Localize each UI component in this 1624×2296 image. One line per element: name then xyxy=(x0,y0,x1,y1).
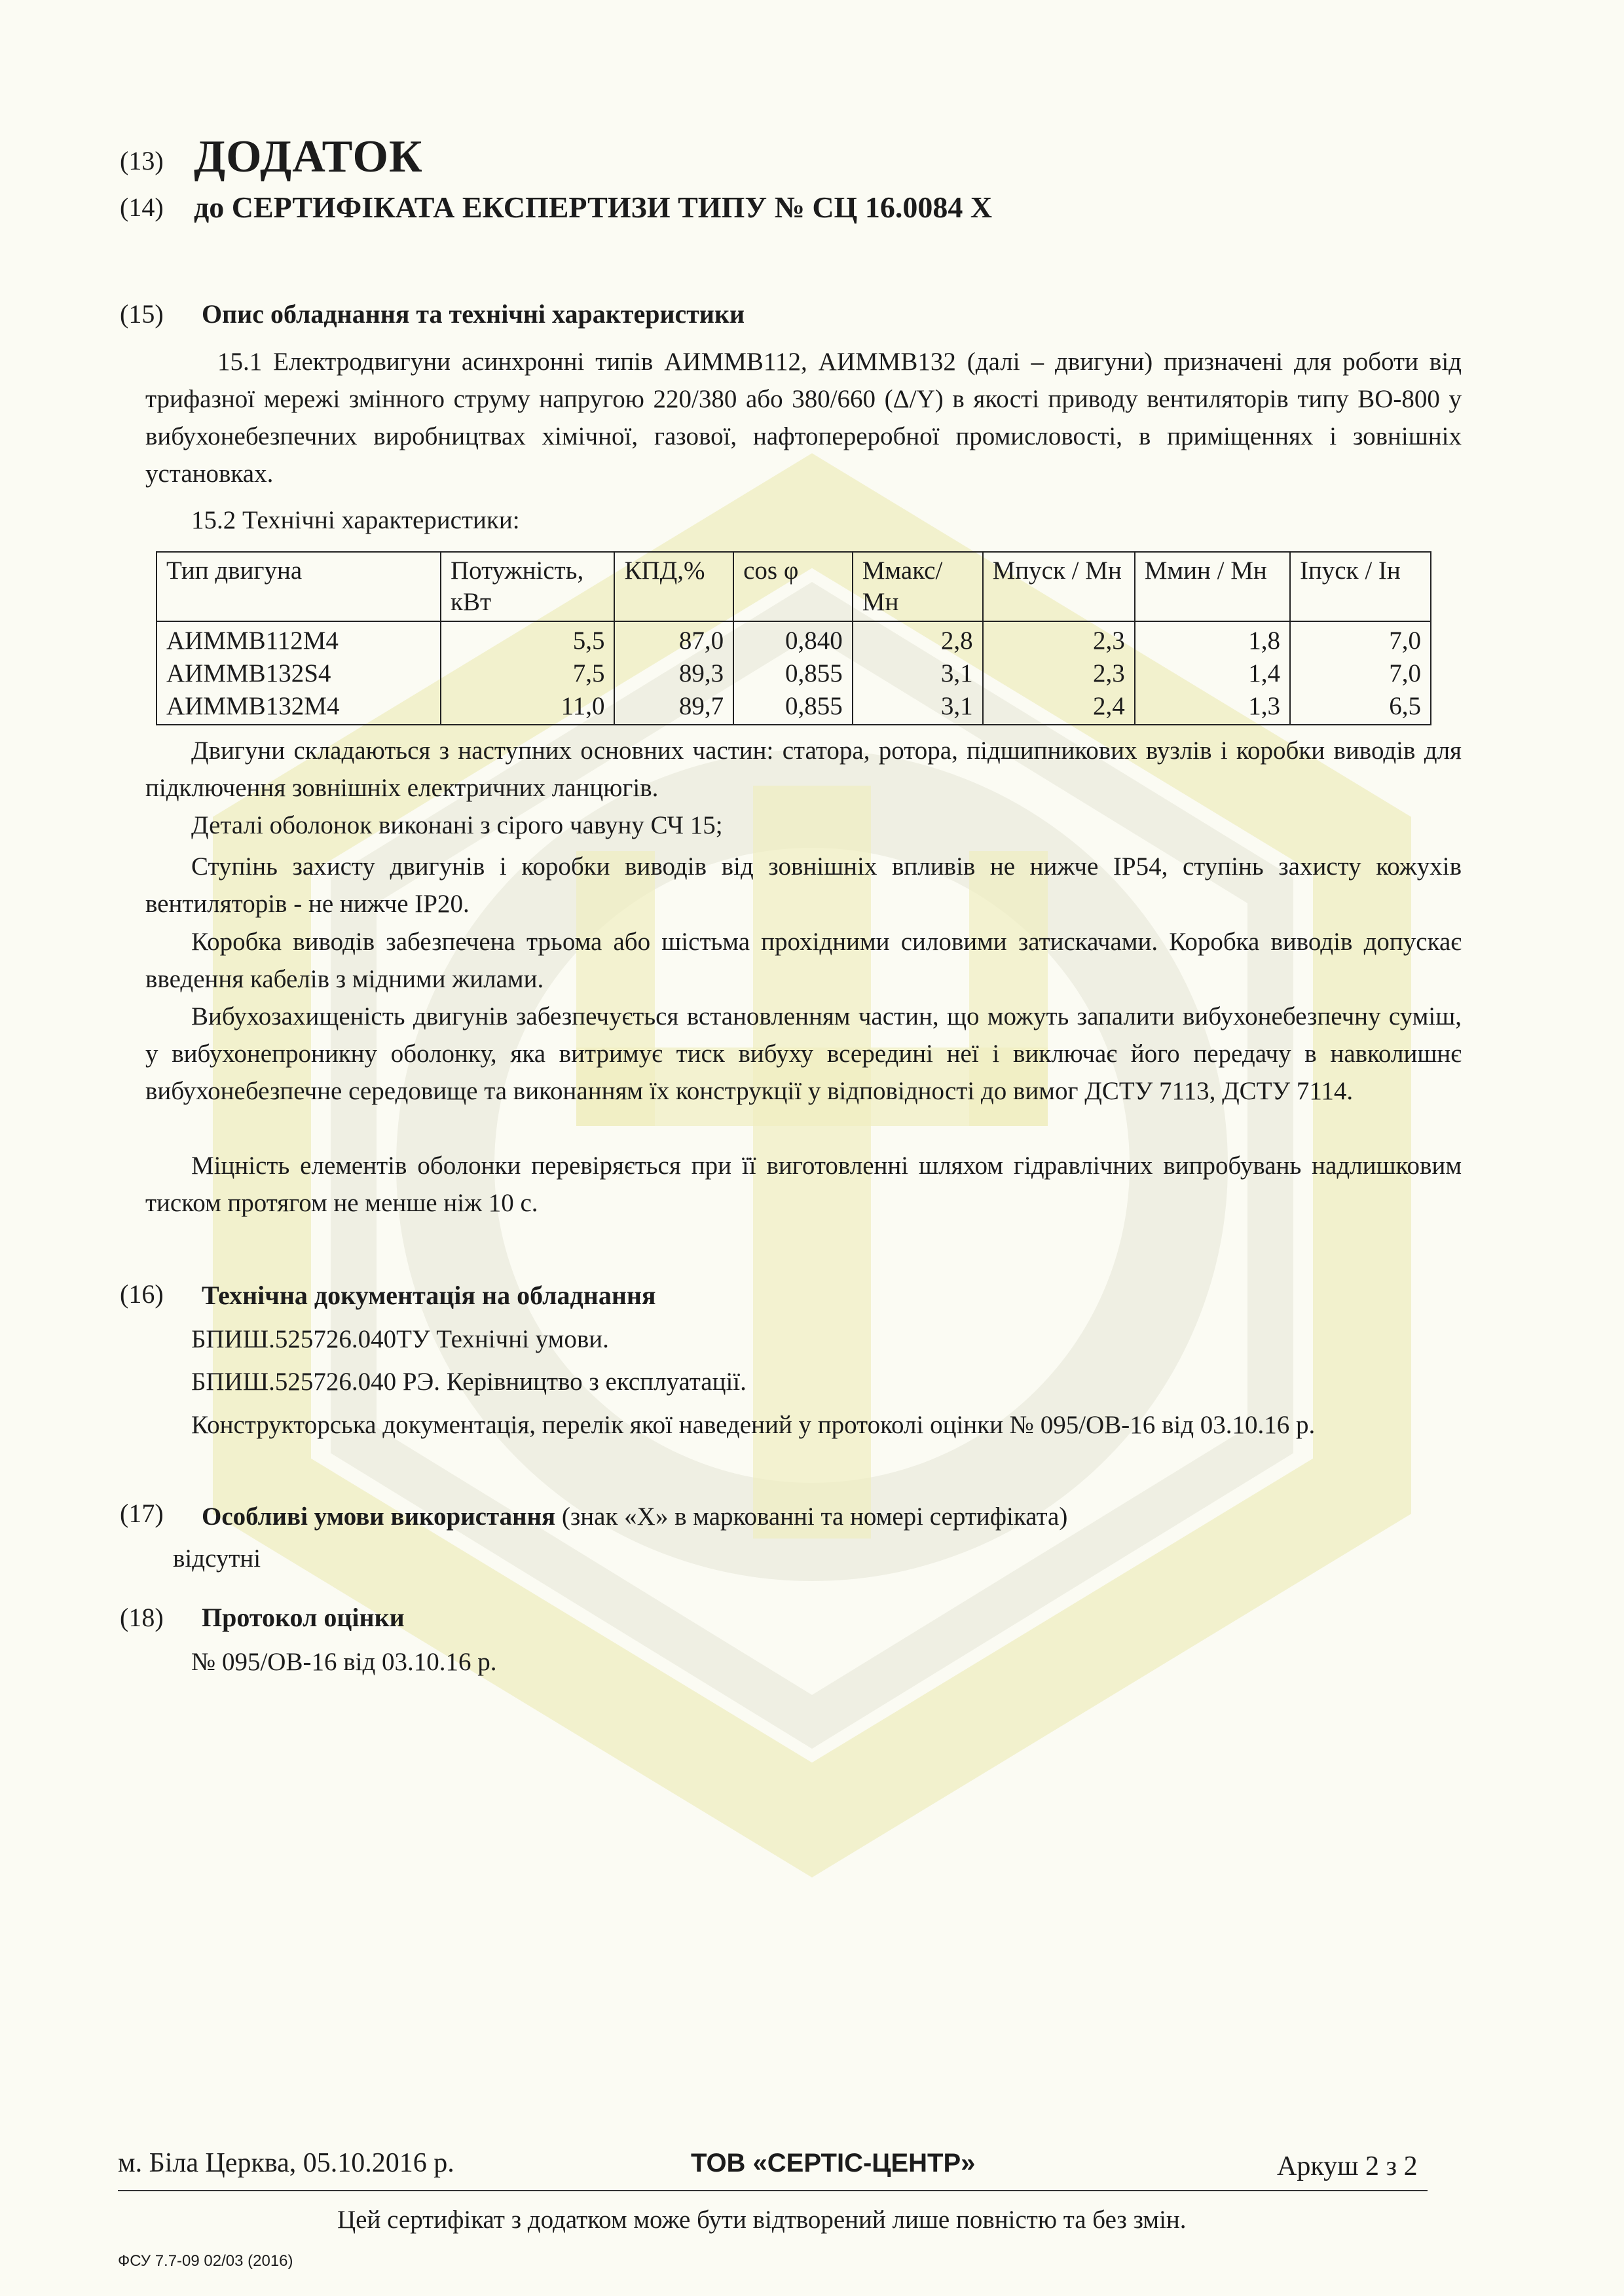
paragraph-15-2: 15.2 Технічні характеристики: xyxy=(191,506,520,534)
table-cell: 2,3 xyxy=(983,621,1135,657)
paragraph-protection: Ступінь захисту двигунів і коробки виводів від зовнішніх впливів не нижче IP54, ступінь захисту кожухів вентиляторів - не нижче IP20. xyxy=(145,852,1462,918)
field-number-18: (18) xyxy=(120,1603,164,1632)
section-15-heading: Опис обладнання та технічні характеристики xyxy=(202,299,745,329)
column-header: КПД,% xyxy=(614,552,733,621)
table-cell: 1,3 xyxy=(1135,690,1290,725)
column-header: cos φ xyxy=(733,552,853,621)
table-cell: АИММВ112М4 xyxy=(157,621,441,657)
paragraph-terminal-box: Коробка виводів забезпечена трьома або шістьма прохідними силовими затискачами. Коробка виводів допускає введення кабелів з мідними жилами. xyxy=(145,928,1462,993)
table-row xyxy=(157,657,1431,690)
paragraph-strength: Міцність елементів оболонки перевіряється при її виготовленні шляхом гідравлічних випробувань надлишковим тиском протягом не менше ніж 10 с. xyxy=(145,1152,1462,1217)
paragraph-15-1: 15.1 Електродвигуни асинхронні типів АИММВ112, АИММВ132 (далі – двигуни) призначені для роботи від трифазної мережі змінного струму напругою 220/380 або 380/660 (Δ/Y) в якості приводу вентиляторів типу ВО-800 у вибухонебезпечних виробництвах хімічної, газової, нафтопереробної промисловості, в приміщеннях і зовнішніх установках. xyxy=(145,348,1462,488)
doc-item: БПИШ.525726.040 РЭ. Керівництво з експлуатації. xyxy=(191,1368,747,1396)
doc-item: Конструкторська документація, перелік якої наведений у протоколі оцінки № 095/ОВ-16 від 03.10.16 р. xyxy=(191,1411,1316,1439)
section-16-heading: Технічна документація на обладнання xyxy=(202,1281,656,1310)
table-cell: 6,5 xyxy=(1290,690,1431,725)
assessment-protocol-value: № 095/ОВ-16 від 03.10.16 р. xyxy=(191,1648,497,1676)
doc-item: БПИШ.525726.040ТУ Технічні умови. xyxy=(191,1325,609,1353)
paragraph-parts: Двигуни складаються з наступних основних частин: статора, ротора, підшипникових вузлів і коробки виводів для підключення зовнішніх електричних ланцюгів. xyxy=(145,737,1462,802)
field-number-17: (17) xyxy=(120,1499,164,1528)
table-cell: 3,1 xyxy=(853,690,983,725)
table-cell: 1,8 xyxy=(1135,621,1290,657)
table-cell: 89,7 xyxy=(614,690,733,725)
table-header-row xyxy=(157,552,1431,621)
footer-notice: Цей сертифікат з додатком може бути відтворений лише повністю та без змін. xyxy=(337,2206,1187,2234)
table-cell: АИММВ132М4 xyxy=(157,690,441,725)
table-cell: 1,4 xyxy=(1135,657,1290,690)
footer-company: ТОВ «СЕРТІС-ЦЕНТР» xyxy=(691,2149,976,2178)
table-cell: 0,840 xyxy=(733,621,853,657)
column-header: Ммакс/ Мн xyxy=(853,552,983,621)
special-conditions-value: відсутні xyxy=(173,1544,261,1573)
table-cell: АИММВ132S4 xyxy=(157,657,441,690)
section-17-heading-line xyxy=(202,1498,1067,1535)
table-cell: 2,3 xyxy=(983,657,1135,690)
paragraph-housing: Деталі оболонок виконані з сірого чавуну СЧ 15; xyxy=(191,811,723,839)
column-header: Потужність, кВт xyxy=(441,552,614,621)
table-cell: 7,5 xyxy=(441,657,614,690)
document-title: ДОДАТОК xyxy=(194,132,423,182)
field-number-16: (16) xyxy=(120,1279,164,1309)
table-cell: 3,1 xyxy=(853,657,983,690)
table-cell: 2,8 xyxy=(853,621,983,657)
specs-table xyxy=(156,551,1431,725)
table-cell: 0,855 xyxy=(733,657,853,690)
field-number-14: (14) xyxy=(120,192,164,222)
table-cell: 7,0 xyxy=(1290,621,1431,657)
table-cell: 11,0 xyxy=(441,690,614,725)
table-cell: 87,0 xyxy=(614,621,733,657)
certificate-reference: до СЕРТИФІКАТА ЕКСПЕРТИЗИ ТИПУ № СЦ 16.0084 Х xyxy=(194,191,993,224)
table-cell: 2,4 xyxy=(983,690,1135,725)
section-18-heading: Протокол оцінки xyxy=(202,1603,405,1632)
footer-place-date: м. Біла Церква, 05.10.2016 р. xyxy=(118,2148,454,2178)
footer-sheet-number: Аркуш 2 з 2 xyxy=(1277,2151,1418,2181)
table-cell: 0,855 xyxy=(733,690,853,725)
form-code: ФСУ 7.7-09 02/03 (2016) xyxy=(118,2252,293,2270)
paragraph-explosion-protection: Вибухозахищеність двигунів забезпечується встановленням частин, що можуть запалити вибухонебезпечну суміш, у вибухонепроникну оболонку, яка витримує тиск вибуху всередині неї і виключає його передачу в навколишнє вибухонебезпечне середовище та виконанням їх конструкції у відповідності до вимог ДСТУ 7113, ДСТУ 7114. xyxy=(145,1002,1462,1105)
table-cell: 5,5 xyxy=(441,621,614,657)
table-cell: 7,0 xyxy=(1290,657,1431,690)
table-cell: 89,3 xyxy=(614,657,733,690)
table-row xyxy=(157,621,1431,657)
column-header: Ммин / Мн xyxy=(1135,552,1290,621)
section-17-heading: Особливі умови використання xyxy=(202,1503,556,1531)
column-header: Тип двигуна xyxy=(157,552,441,621)
field-number-15: (15) xyxy=(120,299,164,329)
column-header: Iпуск / Iн xyxy=(1290,552,1431,621)
section-17-heading-note: (знак «Х» в маркованні та номері сертифіката) xyxy=(555,1503,1068,1531)
column-header: Мпуск / Мн xyxy=(983,552,1135,621)
field-number-13: (13) xyxy=(120,146,164,175)
table-row xyxy=(157,690,1431,725)
footer-divider xyxy=(118,2190,1428,2191)
